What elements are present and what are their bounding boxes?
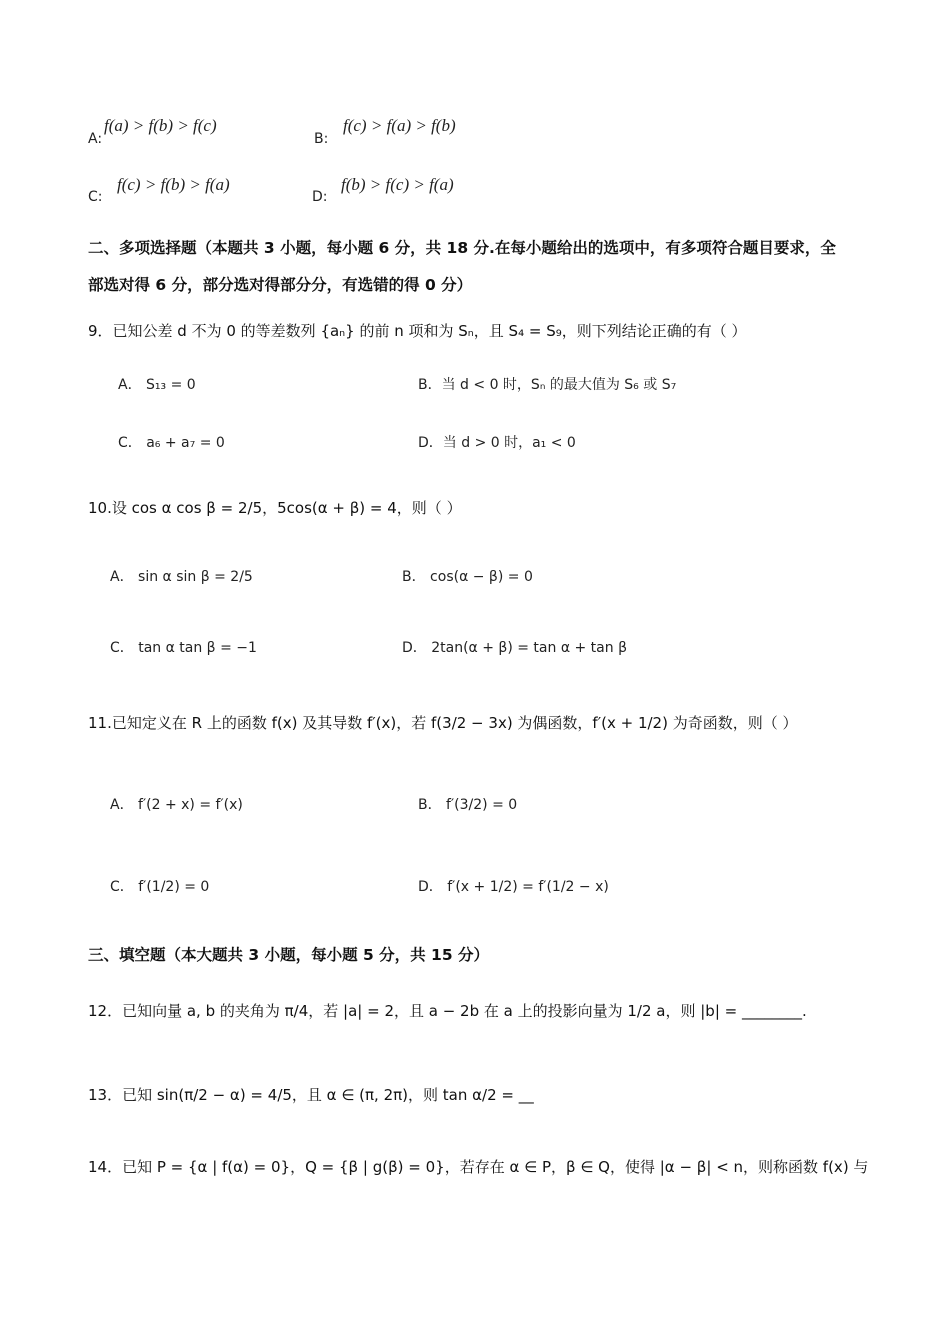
q11-option-a: A． f′(2 + x) = f′(x) [110,797,243,813]
q10-option-c: C． tan α tan β = −1 [110,640,257,656]
q10-option-a: A． sin α sin β = 2/5 [110,569,253,585]
q11-option-c: C． f′(1/2) = 0 [110,879,210,895]
q10-option-d: D． 2tan(α + β) = tan α + tan β [402,640,628,656]
q9-option-a: A． S₁₃ = 0 [118,377,196,393]
q14-stem: 14．已知 P = {α | f(α) = 0}，Q = {β | g(β) = 0}，若存在 α ∈ P，β ∈ Q，使得 |α − β| < n，则称函数 f(x) 与 [88,1158,869,1176]
q10-stem: 10.设 cos α cos β = 2/5，5cos(α + β) = 4，则（ ） [88,499,462,517]
option-label: D: [312,189,328,205]
q8-option-d-expr: f(b) > f(c) > f(a) [341,175,454,194]
q8-option-c-expr: f(c) > f(b) > f(a) [117,175,230,194]
q11-option-b: B． f′(3/2) = 0 [418,797,518,813]
q9-option-c: C． a₆ + a₇ = 0 [118,435,225,451]
option-label: A: [88,131,103,147]
q8-option-b-expr: f(c) > f(a) > f(b) [343,116,456,135]
q12-stem: 12．已知向量 a, b 的夹角为 π/4，若 |a| = 2，且 a − 2b 在 a 上的投影向量为 1/2 a，则 |b| = ________. [88,1002,807,1020]
q8-option-a-expr: f(a) > f(b) > f(c) [104,116,217,135]
q11-option-d: D． f′(x + 1/2) = f′(1/2 − x) [418,879,609,895]
q8-option-d [312,189,328,205]
q8-option-c [88,189,103,205]
section3-heading: 三、填空题（本大题共 3 小题，每小题 5 分，共 15 分） [88,946,490,964]
q13-stem: 13．已知 sin(π/2 − α) = 4/5，且 α ∈ (π, 2π)，则 tan α/2 = __ [88,1086,534,1104]
q9-option-b: B．当 d < 0 时，Sₙ 的最大值为 S₆ 或 S₇ [418,377,677,393]
section2-heading-line2: 部选对得 6 分，部分选对得部分分，有选错的得 0 分） [88,276,473,294]
option-label: B: [314,131,329,147]
q8-option-a [88,131,102,147]
option-label: C: [88,189,103,205]
q9-option-d: D．当 d > 0 时，a₁ < 0 [418,435,576,451]
q8-option-b [314,131,328,147]
q10-option-b: B． cos(α − β) = 0 [402,569,533,585]
section2-heading-line1: 二、多项选择题（本题共 3 小题，每小题 6 分，共 18 分.在每小题给出的选项中，有多项符合题目要求，全 [88,239,836,257]
q11-stem: 11.已知定义在 R 上的函数 f(x) 及其导数 f′(x)，若 f(3/2 − 3x) 为偶函数，f′(x + 1/2) 为奇函数，则（ ） [88,714,798,732]
q9-stem: 9．已知公差 d 不为 0 的等差数列 {aₙ} 的前 n 项和为 Sₙ，且 S₄ = S₉，则下列结论正确的有（ ） [88,322,747,340]
